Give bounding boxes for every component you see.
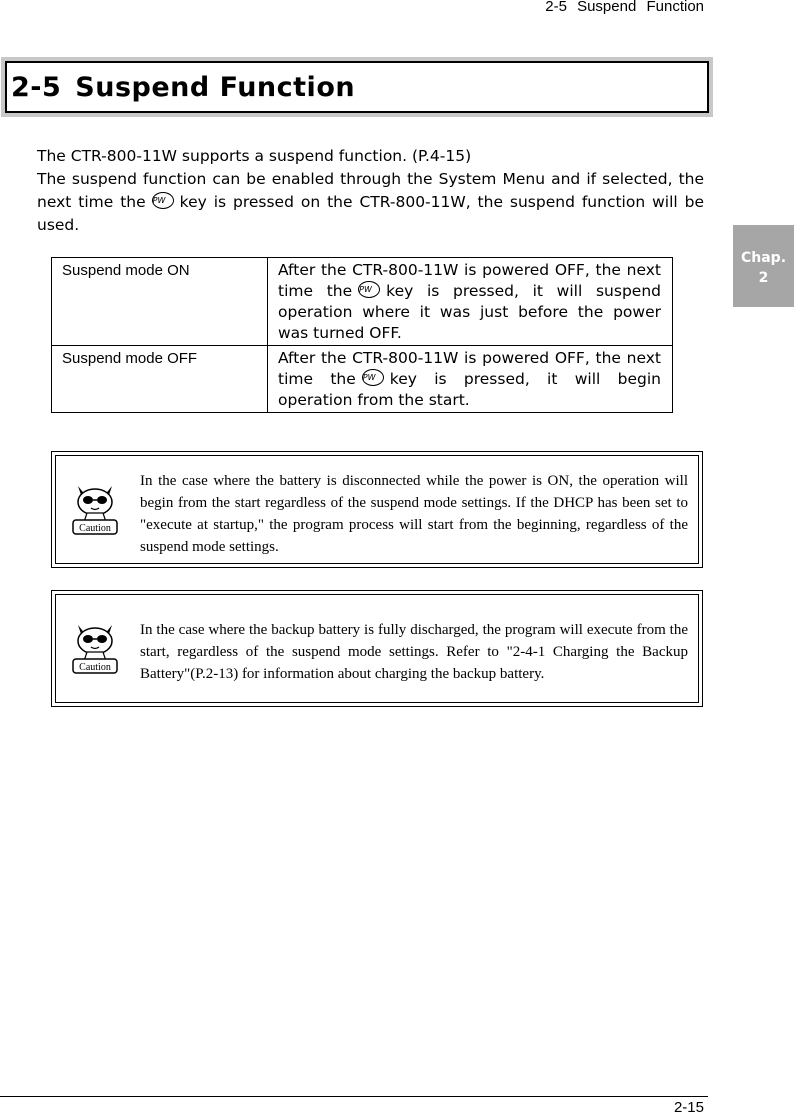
chapter-tab[interactable] — [733, 225, 794, 307]
pw-key-icon: PW — [358, 281, 380, 298]
caution-badge: Caution — [79, 523, 111, 534]
intro-line-1: The CTR-800-11W supports a suspend function. (P.4-15) — [37, 147, 472, 165]
caution-box — [51, 590, 703, 707]
section-title-text: Suspend Function — [75, 71, 356, 103]
caution-text: In the case where the backup battery is fully discharged, the program will execute from the start, regardless of the suspend mode settings. Refer to "2-4-1 Charging the Backup Battery"(P.2-13) for information about charging the backup battery. — [140, 622, 688, 682]
page-number: 2-15 — [673, 1099, 704, 1116]
mode-label: Suspend mode ON — [52, 258, 268, 346]
caution-cat-icon — [72, 621, 118, 677]
caution-text: In the case where the battery is disconnected while the power is ON, the operation will begin from the start regardless of the suspend mode settings. If the DHCP has been set to "execute at startup," the program process will start from the beginning, regardless of the suspend mode settings. — [140, 473, 688, 555]
mode-label: Suspend mode OFF — [52, 346, 268, 413]
pw-key-icon: PW — [362, 369, 384, 386]
intro-paragraph-2: The suspend function can be enabled through the System Menu and if selected, the next time the PW key is pressed on the CTR-800-11W, the suspend function will be used. — [37, 170, 704, 234]
caution-cat-icon — [72, 482, 118, 538]
suspend-mode-table — [51, 257, 673, 413]
section-number: 2-5 — [11, 71, 62, 103]
mode-description: After the CTR-800-11W is powered OFF, the next time the PW key is pressed, it will begin operation from the start. — [268, 346, 673, 413]
section-heading-box — [1, 57, 713, 117]
table-row — [52, 346, 673, 413]
chapter-tab-label: Chap. — [740, 250, 787, 266]
caution-badge: Caution — [79, 662, 111, 673]
table-row — [52, 258, 673, 346]
footer-divider — [0, 1096, 708, 1097]
caution-box — [51, 451, 703, 568]
pw-key-icon: PW — [152, 192, 174, 209]
mode-description: After the CTR-800-11W is powered OFF, the next time the PW key is pressed, it will suspend operation where it was just before the power was turned OFF. — [268, 258, 673, 346]
intro-text — [37, 145, 704, 237]
chapter-tab-number: 2 — [758, 270, 769, 286]
running-header: 2-5 Suspend Function — [545, 0, 704, 15]
section-title — [7, 72, 355, 103]
